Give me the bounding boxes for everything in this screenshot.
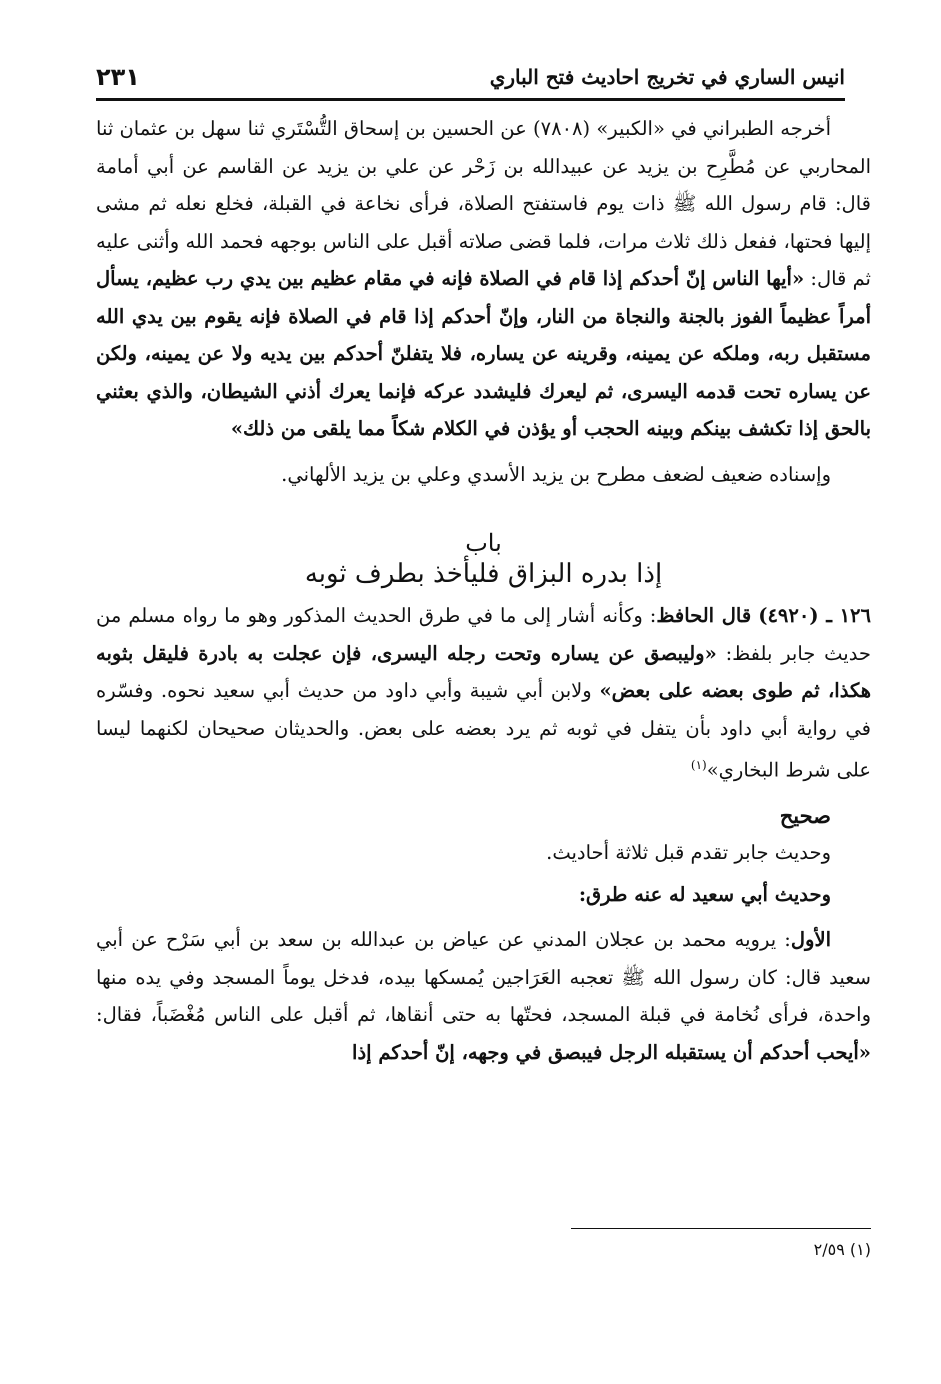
hadith-quote-bold: «وليبصق عن يساره وتحت رجله اليسرى، فإن عجلت به بادرة فليقل بثوبه هكذا، ثم طوى بعضه على بعض»: [96, 641, 871, 702]
first-route: [96, 921, 871, 1071]
first-route-quote: «أيحب أحدكم أن يستقبله الرجل فيبصق في وجهه، إنّ أحدكم إذا: [352, 1040, 871, 1064]
section-jabir-text: وحديث جابر تقدم قبل ثلاثة أحاديث.: [546, 841, 831, 864]
first-route-text: : يرويه محمد بن عجلان المدني عن عياض بن عبدالله بن سعد بن أبي سَرْح عن أبي سعيد قال: كان رسول الله ﷺ تعجبه العَرَاجين يُمسكها بيده، فدخل يوماً المسجد وفي يده منها واحدة، فرأى نُخامة في قبلة المسجد، فحتّها به حتى أنقاها، ثم أقبل على الناس مُغْضَباً، فقال:: [96, 928, 871, 1026]
section-abu-said: [96, 876, 871, 914]
hadith-text-2: ولابن أبي شيبة وأبي داود من حديث أبي سعيد نحوه. وفسّره في رواية أبي داود بأن يتفل في ثوبه ثم يرد بعضه على بعض. والحديثان صحيحان لكنهما ليسا على شرط البخاري»: [96, 679, 871, 782]
hadith-text-1: : وكأنه أشار إلى ما في طرق الحديث المذكور وهو ما رواه مسلم من حديث جابر بلفظ:: [96, 604, 871, 665]
first-route-label: الأول: [790, 928, 831, 951]
chapter-label: باب: [465, 529, 502, 557]
hadith-entry: [96, 597, 871, 789]
section-jabir: [96, 834, 871, 872]
main-text: [96, 110, 871, 1071]
hadith-speaker: قال الحافظ: [656, 604, 752, 627]
hadith-number: ١٢٦ ـ (٤٩٢٠): [758, 604, 871, 627]
running-title: انيس الساري في تخريج احاديث فتح الباري: [489, 65, 845, 89]
footnote-ref: (١): [690, 758, 707, 772]
running-head: [96, 56, 845, 101]
chapter-title: إذا بدره البزاق فليأخذ بطرف ثوبه: [304, 559, 663, 589]
grade-label: صحيح: [779, 803, 831, 828]
section-abu-said-text: وحديث أبي سعيد له عنه طرق:: [578, 882, 831, 906]
paragraph-isnad-grade: [96, 456, 871, 494]
page-number: ٢٣١: [96, 63, 140, 91]
isnad-text: وإسناده ضعيف لضعف مطرح بن يزيد الأسدي وعلي بن يزيد الألهاني.: [281, 462, 831, 486]
paragraph-text: أخرجه الطبراني في «الكبير» (٧٨٠٨) عن الحسين بن إسحاق التُّسْتَري ثنا سهل بن عثمان ثنا المحاربي عن مُطَّرِح بن يزيد عن عبيدالله بن زَحْر عن علي بن يزيد عن القاسم عن أبي أمامة قال: قام رسول الله ﷺ ذات يوم فاستفتح الصلاة، فرأى نخاعة في القبلة، فخلع نعله ثم مشى إليها فحتها، ففعل ذلك ثلاث مرات، فلما قضى صلاته أقبل على الناس بوجهه فحمد الله وأثنى عليه ثم قال:: [96, 117, 871, 290]
paragraph-takhrij: [96, 110, 871, 448]
footnote-divider: [571, 1228, 871, 1229]
hadith-quote: «أيها الناس إنّ أحدكم إذا قام في الصلاة فإنه في مقام عظيم بين يدي رب عظيم، يسأل أمراً عظيماً الفوز بالجنة والنجاة من النار، وإنّ أحدكم إذا قام في الصلاة فإنه يقوم بين يدي الله مستقبل ربه، وملكه عن يمينه، وقرينه عن يساره، فلا يتفلنّ أحدكم بين يديه ولا عن يمينه، ولكن عن يساره تحت قدمه اليسرى، ثم ليعرك فليشدد عركه فإنما يعرك أذني الشيطان، والذي بعثني بالحق إذا تكشف بينكم وبينه الحجب أو يؤذن في الكلام شكاً مما يلقى من ذلك»: [96, 267, 871, 440]
footnote: (١) ٢/٥٩: [813, 1240, 871, 1259]
